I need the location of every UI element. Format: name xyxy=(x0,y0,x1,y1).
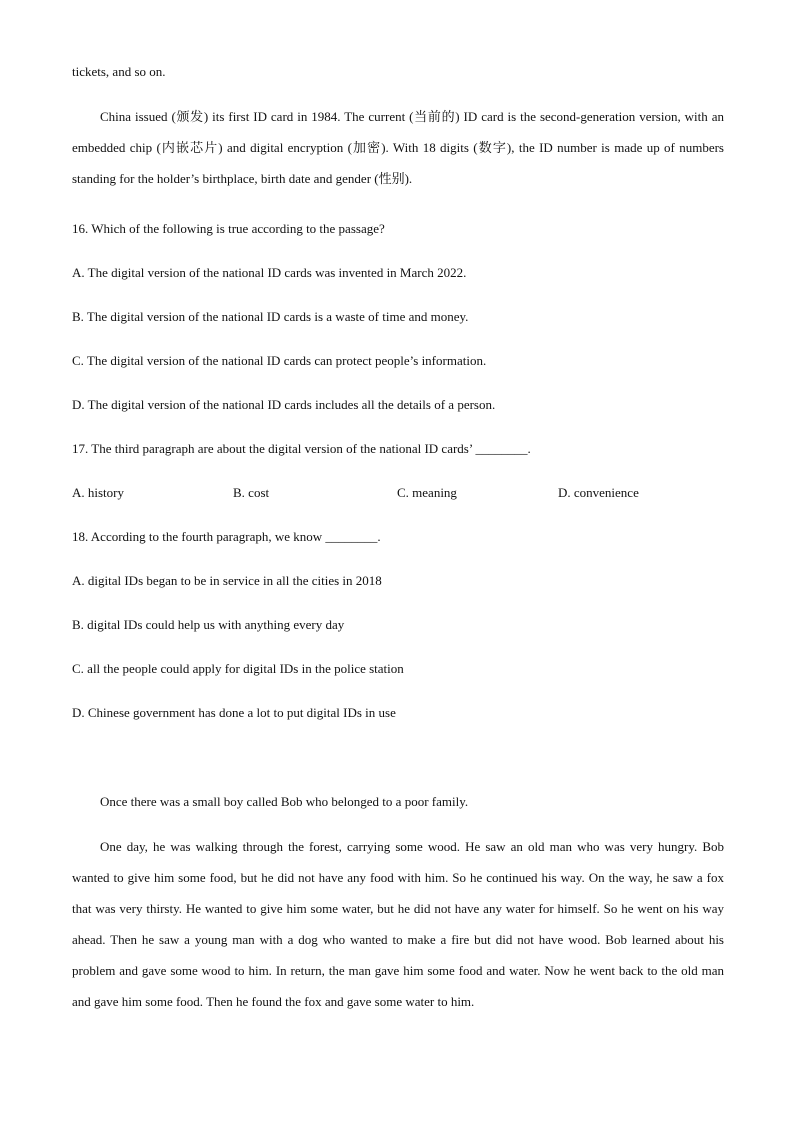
passage1-tail-line: tickets, and so on. xyxy=(72,64,166,79)
question-17-stem: 17. The third paragraph are about the digital version of the national ID cards’ ________. xyxy=(72,441,531,456)
question-16-stem: 16. Which of the following is true according to the passage? xyxy=(72,221,385,236)
question-17-option-c: C. meaning xyxy=(397,485,457,500)
passage1-paragraph: China issued (颁发) its first ID card in 1984. The current (当前的) ID card is the second-generation version, with an embedded chip (内嵌芯片) and digital encryption (加密). With 18 digits (数字), the ID number is made up of numbers standing for the holder’s birthplace, birth date and gender (性别). xyxy=(72,109,724,186)
question-16-option-d: D. The digital version of the national ID cards includes all the details of a person. xyxy=(72,397,496,412)
question-17-option-d: D. convenience xyxy=(558,485,639,500)
question-17-option-b: B. cost xyxy=(233,485,270,500)
question-18-option-a: A. digital IDs began to be in service in all the cities in 2018 xyxy=(72,573,382,588)
question-17-options xyxy=(72,483,724,503)
question-18-option-c: C. all the people could apply for digital IDs in the police station xyxy=(72,661,404,676)
question-18-option-b: B. digital IDs could help us with anything every day xyxy=(72,617,345,632)
passage2-paragraph-2: One day, he was walking through the forest, carrying some wood. He saw an old man who was very hungry. Bob wanted to give him some food, but he did not have any food with him. So he continued his way. On the way, he saw a fox that was very thirsty. He wanted to give him some water, but he did not have any water for himself. So he went on his way ahead. Then he saw a young man with a dog who wanted to make a fire but did not have wood. Bob learned about his problem and gave some wood to him. In return, the man gave him some food and water. Now he went back to the old man and gave him some food. Then he found the fox and gave some water to him. xyxy=(72,839,724,1009)
passage2-paragraph-1: Once there was a small boy called Bob who belonged to a poor family. xyxy=(100,794,469,809)
question-18-option-d: D. Chinese government has done a lot to put digital IDs in use xyxy=(72,705,396,720)
question-16-option-c: C. The digital version of the national ID cards can protect people’s information. xyxy=(72,353,487,368)
question-16-option-a: A. The digital version of the national ID cards was invented in March 2022. xyxy=(72,265,467,280)
question-18-stem: 18. According to the fourth paragraph, we know ________. xyxy=(72,529,381,544)
question-16-option-b: B. The digital version of the national ID cards is a waste of time and money. xyxy=(72,309,469,324)
document-page xyxy=(72,62,724,1017)
question-17-option-a: A. history xyxy=(72,485,124,500)
